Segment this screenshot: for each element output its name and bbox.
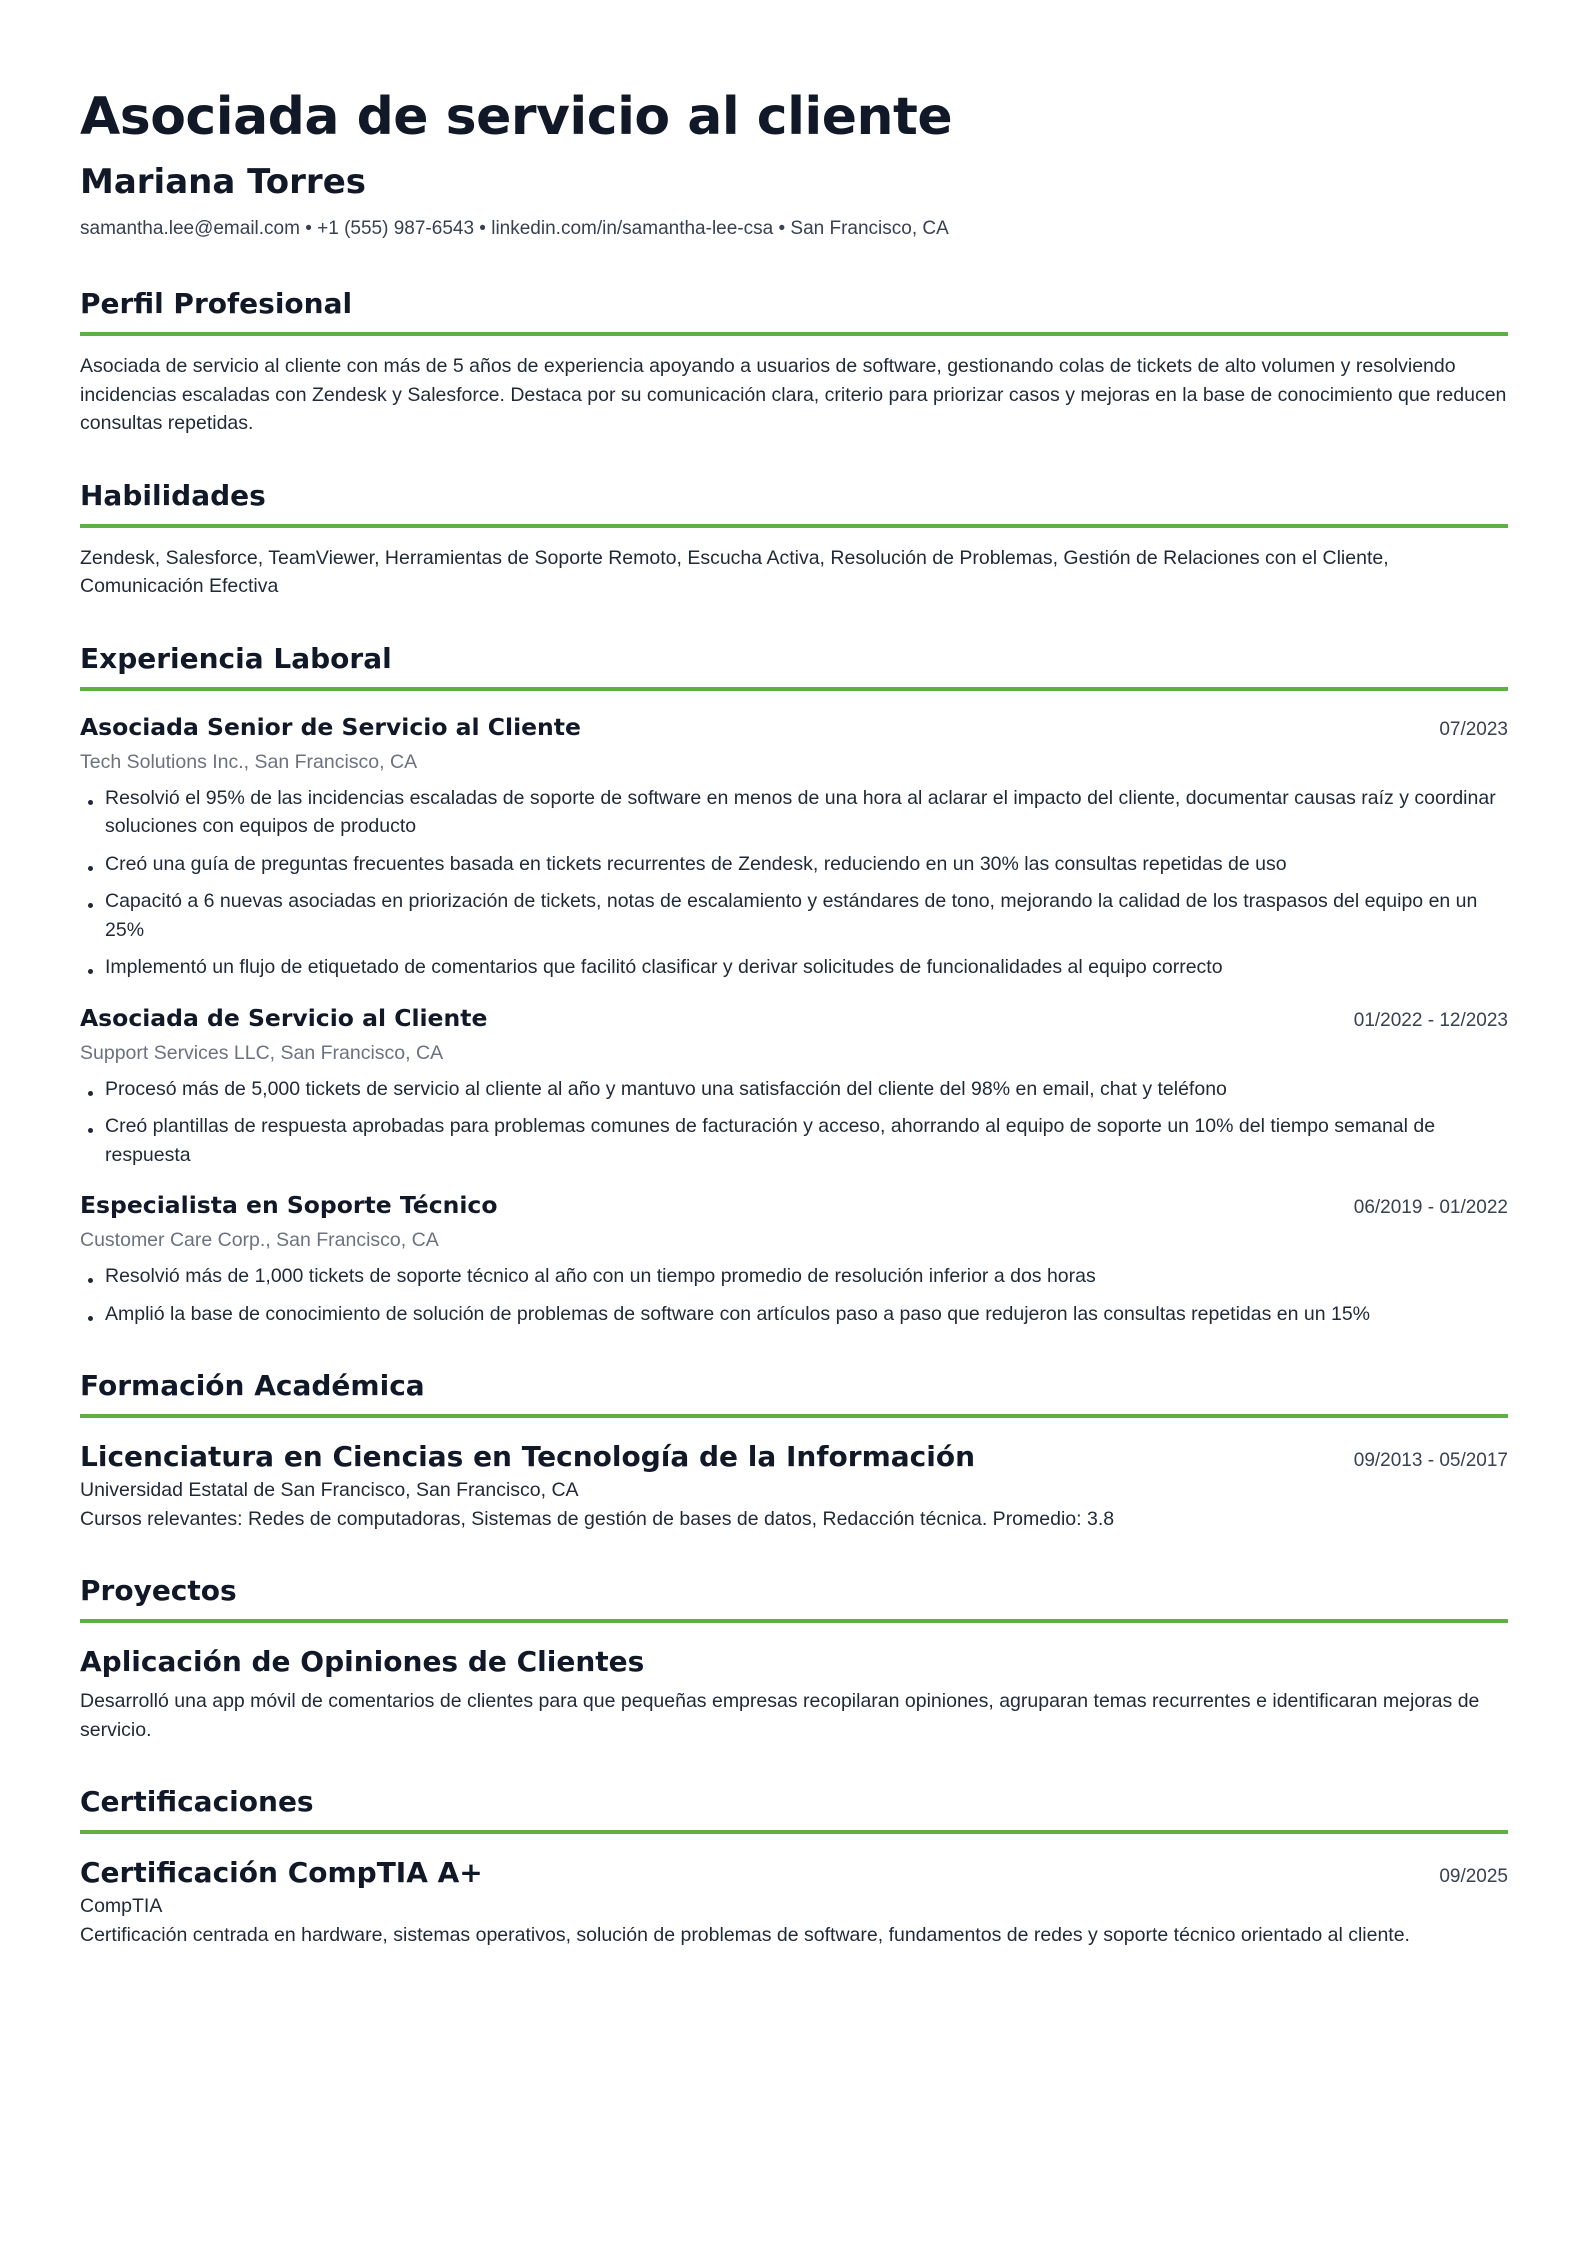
experience-section — [80, 641, 1508, 1329]
job-bullets — [80, 1262, 1508, 1328]
projects-heading: Proyectos — [80, 1574, 237, 1607]
job-title: Especialista en Soporte Técnico — [80, 1191, 498, 1219]
certification-description: Certificación centrada en hardware, sistemas operativos, solución de problemas de software, fundamentos de redes y soporte técnico orientado al cliente. — [80, 1923, 1410, 1946]
section-divider — [80, 1619, 1508, 1623]
section-divider — [80, 687, 1508, 691]
section-divider — [80, 1830, 1508, 1834]
bullet-item: Creó una guía de preguntas frecuentes basada en tickets recurrentes de Zendesk, reduciendo en un 30% las consultas repetidas de uso — [80, 850, 1508, 879]
bullet-item: Capacitó a 6 nuevas asociadas en priorización de tickets, notas de escalamiento y estándares de tono, mejorando la calidad de los traspasos del equipo en un 25% — [80, 887, 1508, 944]
education-date: 09/2013 - 05/2017 — [1353, 1450, 1508, 1471]
job-entry — [80, 711, 1508, 982]
certifications-section — [80, 1784, 1508, 1949]
profile-section — [80, 286, 1508, 438]
bullet-item: Amplió la base de conocimiento de solución de problemas de software con artículos paso a paso que redujeron las consultas repetidas en un 15% — [80, 1300, 1508, 1329]
profile-text: Asociada de servicio al cliente con más de 5 años de experiencia apoyando a usuarios de software, gestionando colas de tickets de alto volumen y resolviendo incidencias escaladas con Zendesk y Salesforce. Destaca por su comunicación clara, criterio para priorizar casos y mejoras en la base de conocimiento que reducen consultas repetidas. — [80, 355, 1507, 434]
school-name: Universidad Estatal de San Francisco, San Francisco, CA — [80, 1479, 579, 1501]
profile-heading: Perfil Profesional — [80, 287, 353, 320]
job-bullets — [80, 1075, 1508, 1170]
resume-title: Asociada de servicio al cliente — [80, 87, 953, 147]
job-company: Customer Care Corp., San Francisco, CA — [80, 1229, 439, 1251]
projects-section — [80, 1573, 1508, 1744]
education-heading: Formación Académica — [80, 1369, 425, 1402]
job-date: 06/2019 - 01/2022 — [1353, 1197, 1508, 1218]
bullet-item: Implementó un flujo de etiquetado de comentarios que facilitó clasificar y derivar solicitudes de funcionalidades al equipo correcto — [80, 953, 1508, 982]
education-section — [80, 1368, 1508, 1533]
contact-line: samantha.lee@email.com • +1 (555) 987-6543 • linkedin.com/in/samantha-lee-csa • San Francisco, CA — [80, 218, 949, 239]
job-date: 07/2023 — [1439, 718, 1508, 740]
job-title: Asociada de Servicio al Cliente — [80, 1003, 488, 1032]
job-title: Asociada Senior de Servicio al Cliente — [80, 712, 581, 741]
candidate-name: Mariana Torres — [80, 162, 366, 202]
job-entry — [80, 1002, 1508, 1170]
job-company: Support Services LLC, San Francisco, CA — [80, 1041, 444, 1064]
job-company: Tech Solutions Inc., San Francisco, CA — [80, 750, 418, 773]
bullet-item: Procesó más de 5,000 tickets de servicio al cliente al año y mantuvo una satisfacción del cliente del 98% en email, chat y teléfono — [80, 1075, 1508, 1104]
bullet-item: Creó plantillas de respuesta aprobadas para problemas comunes de facturación y acceso, ahorrando al equipo de soporte un 10% del tiempo semanal de respuesta — [80, 1112, 1508, 1169]
section-divider — [80, 332, 1508, 336]
project-description: Desarrolló una app móvil de comentarios de clientes para que pequeñas empresas recopilaran opiniones, agruparan temas recurrentes e identificaran mejoras de servicio. — [80, 1690, 1480, 1741]
bullet-item: Resolvió más de 1,000 tickets de soporte técnico al año con un tiempo promedio de resolución inferior a dos horas — [80, 1262, 1508, 1291]
skills-heading: Habilidades — [80, 478, 266, 512]
education-details: Cursos relevantes: Redes de computadoras, Sistemas de gestión de bases de datos, Redacción técnica. Promedio: 3.8 — [80, 1507, 1115, 1530]
job-entry — [80, 1189, 1508, 1328]
certification-title: Certificación CompTIA A+ — [80, 1856, 483, 1889]
certification-issuer: CompTIA — [80, 1895, 163, 1917]
section-divider — [80, 1414, 1508, 1418]
skills-text: Zendesk, Salesforce, TeamViewer, Herramientas de Soporte Remoto, Escucha Activa, Resolución de Problemas, Gestión de Relaciones con el Cliente, Comunicación Efectiva — [80, 546, 1389, 597]
job-bullets — [80, 784, 1508, 982]
degree-title: Licenciatura en Ciencias en Tecnología de la Información — [80, 1440, 976, 1473]
experience-heading: Experiencia Laboral — [80, 641, 392, 675]
skills-section — [80, 478, 1508, 601]
project-title: Aplicación de Opiniones de Clientes — [80, 1645, 645, 1678]
certifications-heading: Certificaciones — [80, 1785, 314, 1818]
certification-date: 09/2025 — [1439, 1866, 1508, 1887]
job-date: 01/2022 - 12/2023 — [1353, 1009, 1508, 1031]
bullet-item: Resolvió el 95% de las incidencias escaladas de soporte de software en menos de una hora al aclarar el impacto del cliente, documentar causas raíz y coordinar soluciones con equipos de producto — [80, 784, 1508, 841]
section-divider — [80, 524, 1508, 528]
